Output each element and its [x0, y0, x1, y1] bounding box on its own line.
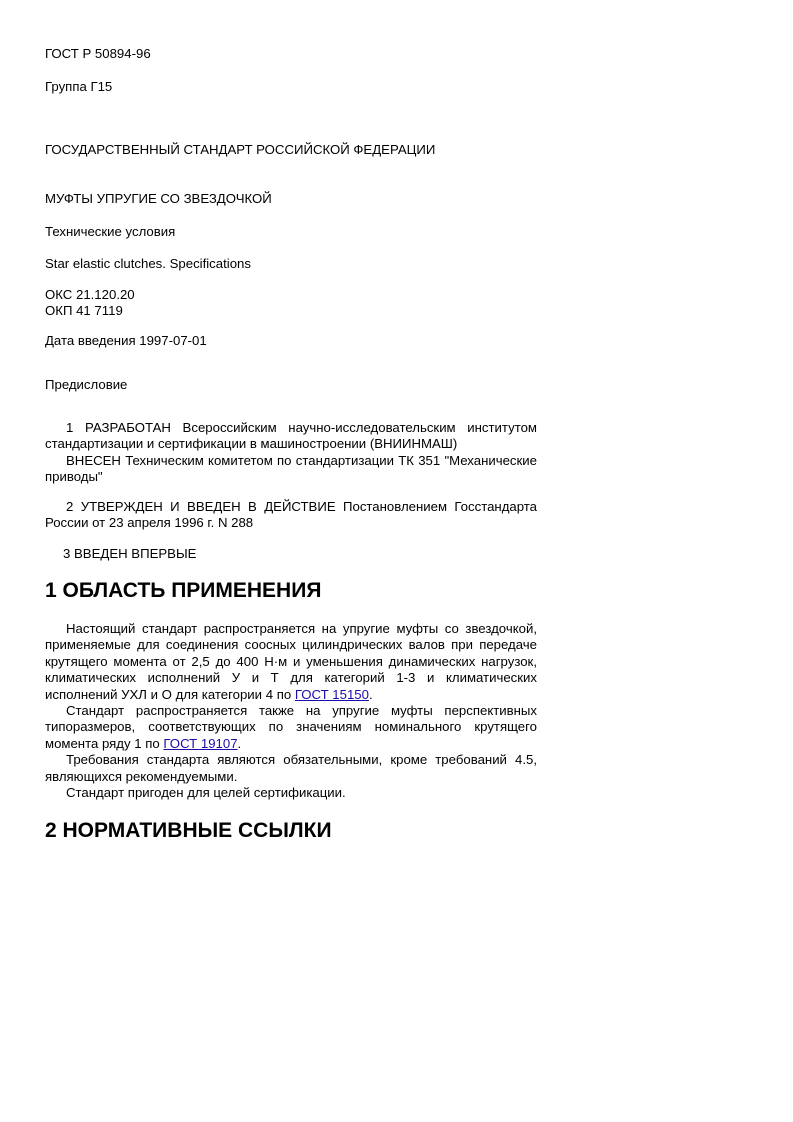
- section-1-body: [45, 621, 537, 801]
- section-1-p2-text: Стандарт распространяется также на упругие муфты перспективных типоразмеров, соответствующих по значениям номинального крутящего момента ряду 1 по: [45, 703, 537, 751]
- section-1-p1-end: .: [368, 686, 373, 702]
- doc-number: ГОСТ Р 50894-96: [45, 46, 151, 61]
- doc-group: Группа Г15: [45, 79, 113, 94]
- section-1-p1-text: Настоящий стандарт распространяется на упругие муфты со звездочкой, применяемые для соединения соосных цилиндрических валов при передаче крутящего момента от 2,5 до 400 Н·м и уменьшения динамических нагрузок, климатических исполнений У и Т для категорий 1-3 и климатических исполнений УХЛ и О для категории 4 по: [45, 621, 537, 702]
- standard-type: ГОСУДАРСТВЕННЫЙ СТАНДАРТ РОССИЙСКОЙ ФЕДЕРАЦИИ: [45, 142, 436, 157]
- oks-code: ОКС 21.120.20: [45, 287, 135, 302]
- foreword-item-2-text: 2 УТВЕРЖДЕН И ВВЕДЕН В ДЕЙСТВИЕ Постановлением Госстандарта России от 23 апреля 1996 г. N 288: [45, 499, 537, 531]
- introduction-date: Дата введения 1997-07-01: [45, 333, 207, 348]
- section-1-paragraph-1: [45, 621, 537, 703]
- foreword-title: Предисловие: [45, 377, 128, 392]
- section-1-paragraph-3: Требования стандарта являются обязательными, кроме требований 4.5, являющихся рекомендуемыми.: [45, 752, 537, 784]
- section-1-paragraph-4: Стандарт пригоден для целей сертификации.: [66, 785, 346, 801]
- foreword-item-2: [45, 499, 537, 532]
- gost-15150-link[interactable]: ГОСТ 15150: [294, 686, 369, 702]
- section-1-paragraph-2: [45, 703, 537, 752]
- foreword-item-1: [45, 420, 537, 486]
- section-1-heading: 1 ОБЛАСТЬ ПРИМЕНЕНИЯ: [45, 579, 322, 602]
- foreword-item-1-introduced: ВНЕСЕН Техническим комитетом по стандартизации ТК 351 "Механические приводы": [45, 452, 537, 485]
- foreword-item-3: 3 ВВЕДЕН ВПЕРВЫЕ: [63, 546, 197, 561]
- okp-code: ОКП 41 7119: [45, 303, 123, 318]
- section-2-heading: 2 НОРМАТИВНЫЕ ССЫЛКИ: [45, 819, 332, 842]
- section-1-p2-end: .: [237, 735, 242, 751]
- doc-subtitle: Технические условия: [45, 224, 176, 239]
- foreword-item-1-developed: 1 РАЗРАБОТАН Всероссийским научно-исследовательским институтом стандартизации и сертификации в машиностроении (ВНИИНМАШ): [45, 420, 537, 452]
- doc-title: МУФТЫ УПРУГИЕ СО ЗВЕЗДОЧКОЙ: [45, 191, 272, 206]
- gost-19107-link[interactable]: ГОСТ 19107: [163, 735, 238, 751]
- english-title: Star elastic clutches. Specifications: [45, 256, 251, 271]
